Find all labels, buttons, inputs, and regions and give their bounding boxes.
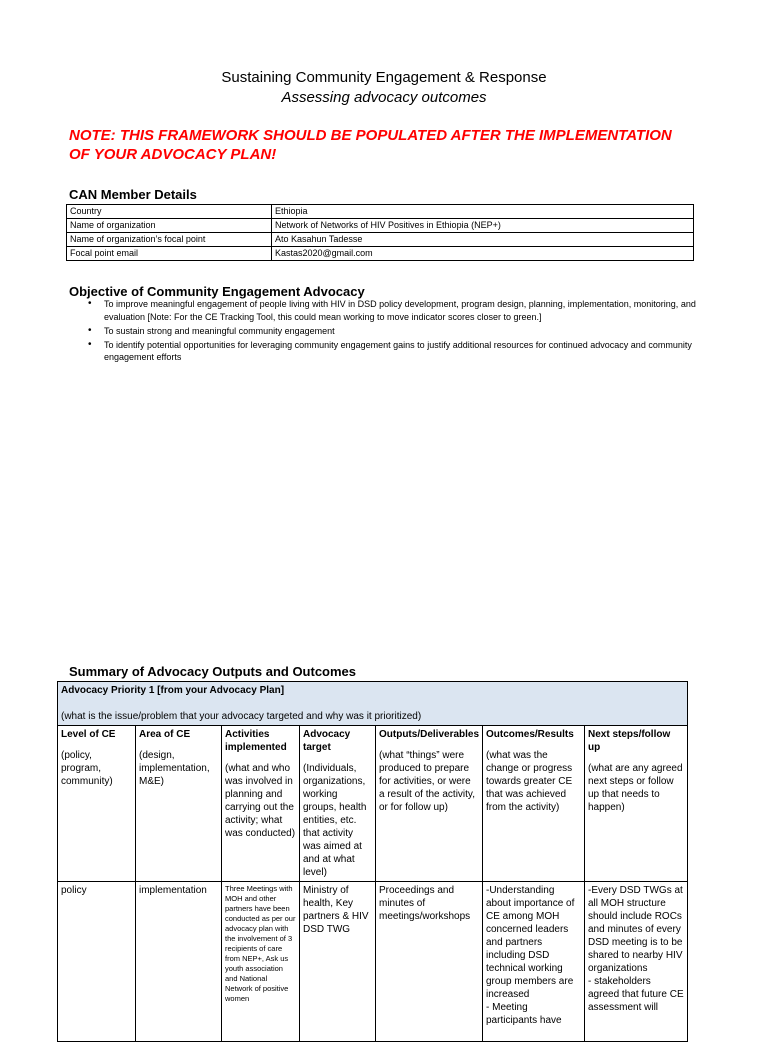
detail-label: Name of organization [67, 219, 272, 233]
column-description: (what was the change or progress towards greater CE that was achieved from the activity) [486, 750, 573, 813]
list-item: • To identify potential opportunities for leveraging community engagement gains to justify additional resources for continued advocacy and community engagement efforts [104, 339, 726, 364]
table-row [67, 219, 694, 233]
column-title: Outputs/Deliverables [379, 729, 480, 740]
table-row [67, 233, 694, 247]
column-description: (policy, program, community) [61, 750, 113, 787]
list-item: • To improve meaningful engagement of people living with HIV in DSD policy development, program design, planning, implementation, monitoring, and evaluation [Note: For the CE Tracking Tool, this could mean working to move indicator scores closer to green.] [104, 298, 726, 323]
outcomes-cell: -Understanding about importance of CE among MOH concerned leaders and partners including DSD technical working group members are increased - Meeting participants have [483, 882, 585, 1042]
detail-label: Country [67, 205, 272, 219]
objective-list [68, 298, 726, 365]
column-description: (what and who was involved in planning and carrying out the activity; what was conducted) [225, 763, 296, 839]
table-row [67, 247, 694, 261]
area-cell: implementation [136, 882, 222, 1042]
column-header [585, 726, 688, 882]
table-header-row [58, 726, 688, 882]
objective-heading: Objective of Community Engagement Advocacy [69, 284, 365, 299]
column-title: Level of CE [61, 729, 116, 740]
detail-value: Network of Networks of HIV Positives in Ethiopia (NEP+) [272, 219, 694, 233]
table-row [67, 205, 694, 219]
column-title: Activities implemented [225, 729, 287, 753]
target-cell: Ministry of health, Key partners & HIV DSD TWG [300, 882, 376, 1042]
priority-description: (what is the issue/problem that your advocacy targeted and why was it prioritized) [61, 711, 422, 722]
column-description: (what are any agreed next steps or follow up that needs to happen) [588, 763, 683, 813]
table-row [58, 882, 688, 1042]
column-header [300, 726, 376, 882]
activities-cell: Three Meetings with MOH and other partners have been conducted as per our advocacy plan with the involvement of 3 recipients of care from NEP+, Ask us youth association and National Network of positive women [222, 882, 300, 1042]
detail-value: Kastas2020@gmail.com [272, 247, 694, 261]
document-title: Sustaining Community Engagement & Response [221, 69, 547, 86]
column-title: Outcomes/Results [486, 729, 574, 740]
column-title: Advocacy target [303, 729, 351, 753]
column-description: (design, implementation, M&E) [139, 750, 210, 787]
column-header [483, 726, 585, 882]
outputs-cell: Proceedings and minutes of meetings/workshops [376, 882, 483, 1042]
column-header [222, 726, 300, 882]
detail-value: Ethiopia [272, 205, 694, 219]
table-row [58, 682, 688, 726]
can-member-heading: CAN Member Details [69, 187, 197, 202]
summary-heading: Summary of Advocacy Outputs and Outcomes [69, 664, 357, 679]
level-cell: policy [58, 882, 136, 1042]
column-title: Area of CE [139, 729, 191, 740]
priority-title: Advocacy Priority 1 [from your Advocacy Plan] [61, 685, 285, 696]
can-member-table [66, 204, 694, 261]
next-steps-cell: -Every DSD TWGs at all MOH structure should include ROCs and minutes of every DSD meeting is to be shared to nearby HIV organizations - stakeholders agreed that future CE assessment will [585, 882, 688, 1042]
column-description: (Individuals, organizations, working groups, health entities, etc. that activity was aimed at and at what level) [303, 763, 367, 878]
document-subtitle: Assessing advocacy outcomes [281, 89, 487, 106]
detail-value: Ato Kasahun Tadesse [272, 233, 694, 247]
column-header [136, 726, 222, 882]
column-header [376, 726, 483, 882]
column-header [58, 726, 136, 882]
list-item: • To sustain strong and meaningful community engagement [104, 325, 726, 338]
detail-label: Focal point email [67, 247, 272, 261]
column-description: (what “things” were produced to prepare for activities, or were a result of the activity, or for follow up) [379, 750, 475, 813]
advocacy-summary-table [57, 681, 688, 1042]
advocacy-priority-cell [58, 682, 688, 726]
column-title: Next steps/follow up [588, 729, 671, 753]
framework-note: NOTE: THIS FRAMEWORK SHOULD BE POPULATED AFTER THE IMPLEMENTATION OF YOUR ADVOCACY PLAN! [69, 127, 672, 163]
detail-label: Name of organization’s focal point [67, 233, 272, 247]
